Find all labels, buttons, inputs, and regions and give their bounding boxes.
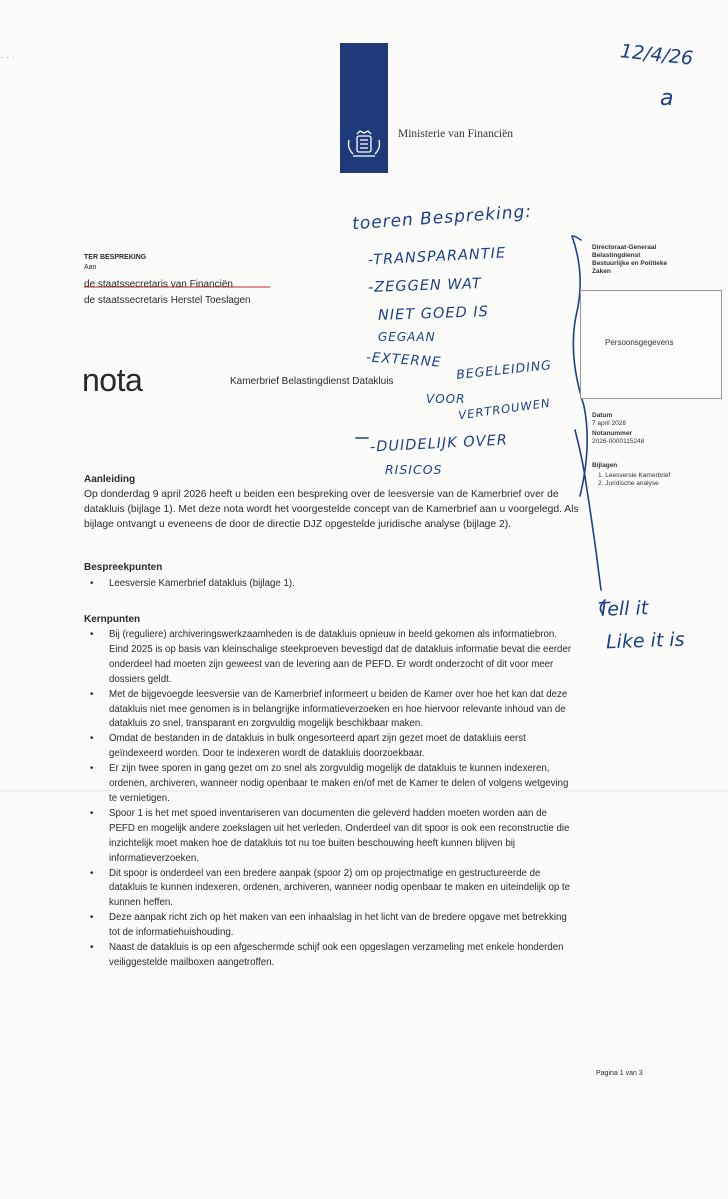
handwritten-note: toeren Bespreking:: [351, 201, 533, 235]
aan-label: Aan: [84, 264, 97, 271]
list-item: • Deze aanpak richt zich op het maken van een inhaalslag in het licht van de bredere opgave met betrekking tot de informatiehuishouding.: [84, 911, 574, 941]
document-subject: Kamerbrief Belastingdienst Datakluis: [230, 376, 394, 387]
scan-speck: · · ·: [0, 52, 16, 63]
notanummer-value: 2026-0000115248: [592, 438, 645, 445]
handwritten-date: 12/4/26: [619, 40, 695, 70]
notanummer-label: Notanummer: [592, 430, 633, 437]
handwritten-initial: a: [660, 86, 674, 111]
kernpunten-heading: Kernpunten: [84, 614, 141, 625]
list-item: • Bij (reguliere) archiveringswerkzaamheden is de datakluis opnieuw in beeld gekomen als informatiebron. Eind 2025 is op basis van kleinschalige steekproeven bevestigd dat de datakluis informatie bevat die eerder onderdeel had moeten zijn geweest van de levering aan de PEFD. Er wordt onderzocht of dit voor meer dossiers geldt.: [84, 628, 574, 688]
datum-value: 7 april 2026: [592, 420, 626, 427]
sidebar-org: Belastingdienst: [592, 252, 641, 259]
sidebar-org: Bestuurlijke en Politieke: [592, 260, 668, 267]
handwritten-note: GEGAAN: [378, 330, 436, 344]
list-item: • Spoor 1 is het met spoed inventariseren van documenten die geleverd hadden moeten worden aan de PEFD en mogelijk andere zoekslagen uit het verleden. Onderdeel van dit spoor is ook een reconstructie die inzichtelijk moet maken hoe de datakluis tot nu toe buiten beschouwing heeft kunnen blijven bij informatieverzoeken.: [84, 807, 574, 867]
handwritten-note: Like it is: [605, 628, 685, 654]
handwritten-note: BEGELEIDING: [455, 357, 553, 382]
list-item: • Leesversie Kamerbrief datakluis (bijlage 1).: [84, 577, 574, 592]
handwritten-note: -DUIDELIJK OVER: [369, 432, 509, 456]
bespreekpunten-heading: Bespreekpunten: [84, 562, 163, 573]
kernpunten-list: [84, 628, 574, 971]
list-item: • Naast de datakluis is op een afgeschermde schijf ook een opgeslagen verzameling met enkele honderden veiliggestelde mailboxen aangetroffen.: [84, 941, 574, 971]
addressee-line: de staatssecretaris Herstel Toeslagen: [84, 295, 251, 306]
list-item: • Er zijn twee sporen in gang gezet om zo snel als zorgvuldig mogelijk de datakluis te kunnen indexeren, ordenen, archiveren, wanneer nodig openbaar te maken en/of met de Kamer te delen of volgens wetgeving te vernietigen.: [84, 762, 574, 807]
handwritten-note: NIET GOED IS: [377, 304, 490, 324]
list-item: • Omdat de bestanden in de datakluis in bulk ongesorteerd apart zijn gezet moet de datakluis eerst geïndexeerd worden. Door te indexeren wordt de datakluis doorzoekbaar.: [84, 732, 574, 762]
bijlagen-label: Bijlagen: [592, 462, 618, 469]
ministry-name: Ministerie van Financiën: [398, 128, 513, 140]
ter-bespreking-label: TER BESPREKING: [84, 254, 147, 261]
bijlage-item: 1. Leesversie Kamerbrief: [598, 472, 671, 479]
sidebar-org: Directoraat-Generaal: [592, 244, 657, 251]
document-type: nota: [82, 362, 143, 398]
aanleiding-heading: Aanleiding: [84, 474, 136, 485]
handwritten-note: RISICOS: [385, 462, 443, 477]
bijlage-item: 2. Juridische analyse: [598, 480, 659, 487]
addressee-line: de staatssecretaris van Financiën: [84, 279, 233, 290]
handwritten-note: VOOR: [426, 392, 466, 406]
handwritten-note: VERTROUWEN: [457, 395, 552, 423]
handwritten-note: -TRANSPARANTIE: [367, 245, 507, 269]
handwritten-note: -EXTERNE: [365, 349, 442, 371]
handwritten-note: Tell it: [597, 597, 649, 621]
datum-label: Datum: [592, 412, 613, 419]
handwritten-note: -ZEGGEN WAT: [367, 276, 483, 296]
paper-fold: [0, 790, 728, 792]
page-number: Pagina 1 van 3: [596, 1070, 643, 1077]
list-item: • Dit spoor is onderdeel van een bredere aanpak (spoor 2) om op projectmatige en gestructureerde de datakluis te kunnen indexeren, ordenen, archiveren, wanneer nodig openbaar te maken en uiteindelijk op te kunnen heffen.: [84, 867, 574, 912]
bespreekpunten-list: [84, 577, 574, 592]
redaction-label: Persoonsgegevens: [605, 338, 674, 347]
sidebar-org: Zaken: [592, 268, 611, 275]
list-item: • Met de bijgevoegde leesversie van de Kamerbrief informeert u beiden de Kamer over hoe het kan dat deze datakluis niet mee genomen is in belangrijke informatieverzoeken en hoe hiervoor relevante inhoud van de datakluis zo snel, transparant en zorgvuldig mogelijk beschikbaar maken.: [84, 688, 574, 733]
aanleiding-text: Op donderdag 9 april 2026 heeft u beiden een bespreking over de leesversie van de Kamerbrief over de datakluis (bijlage 1). Met deze nota wordt het voorgestelde concept van de Kamerbrief aan u voorgelegd. Als bijlage ontvangt u eveneens de door de directie DJZ opgestelde juridische analyse (bijlage 2).: [84, 489, 579, 531]
